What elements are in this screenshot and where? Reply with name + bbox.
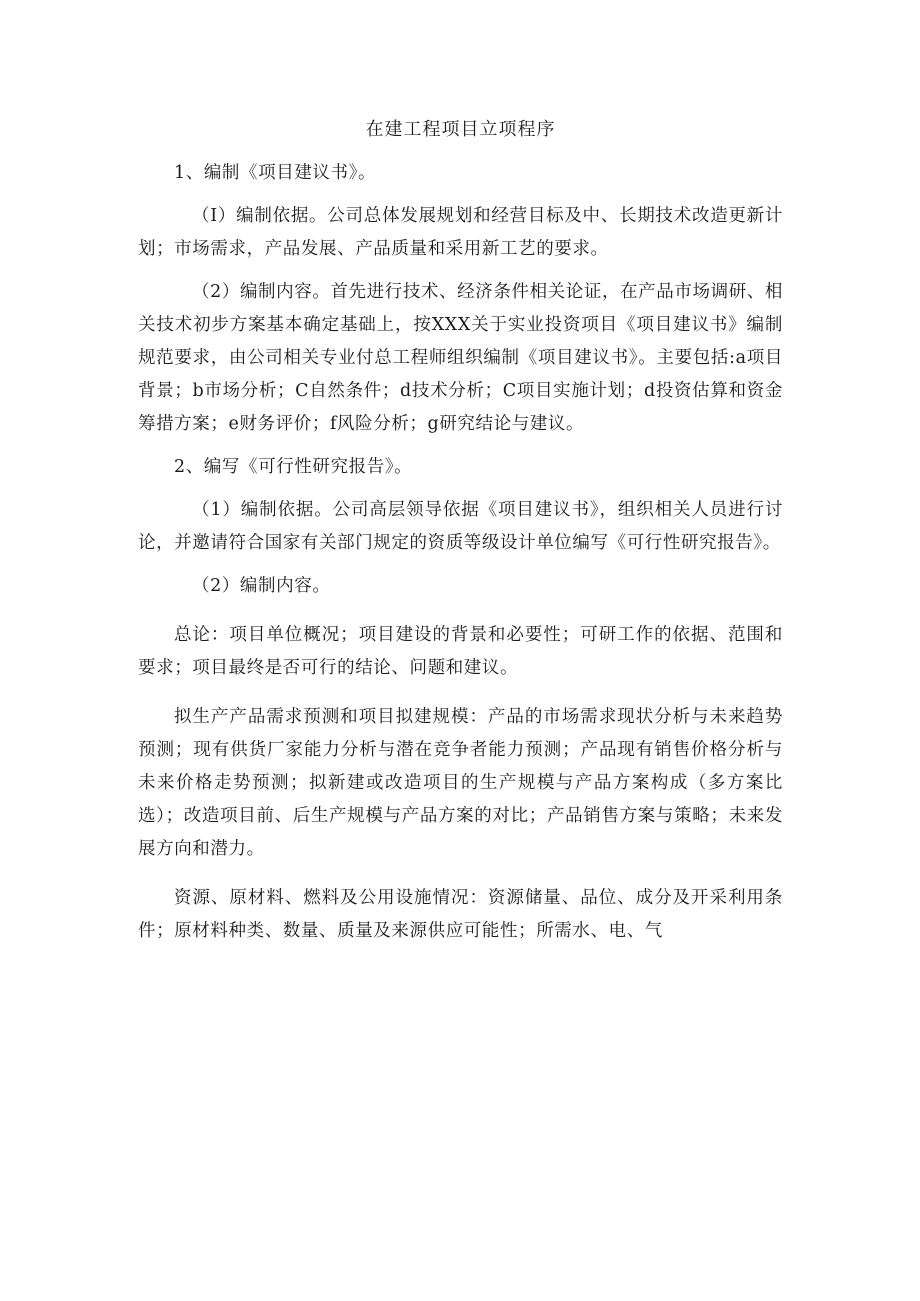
paragraph-2-1-basis: （1）编制依据。公司高层领导依据《项目建议书》，组织相关人员进行讨论，并邀请符合国家有关部门规定的资质等级设计单位编写《可行性研究报告》。 [138, 500, 783, 553]
paragraph-2-2-content: （2）编制内容。 [192, 576, 331, 596]
paragraph-1-2-content: （2）编制内容。首先进行技术、经济条件相关论证，在产品市场调研、相关技术初步方案基本确定基础上，按XXX关于实业投资项目《项目建议书》编制规范要求，由公司相关专业付总工程师组织编制《项目建议书》。主要包括:a项目背景；b市场分析；C自然条件；d技术分析；C项目实施计划；d投资估算和资金筹措方案；e财务评价；f风险分析；g研究结论与建议。 [138, 282, 783, 434]
section-heading-1: 1、编制《项目建议书》。 [174, 163, 377, 183]
document-page [138, 113, 783, 948]
paragraph-1-1-basis: （I）编制依据。公司总体发展规划和经营目标及中、长期技术改造更新计划；市场需求，产品发展、产品质量和采用新工艺的要求。 [138, 206, 783, 259]
document-title: 在建工程项目立项程序 [365, 119, 556, 140]
section-heading-2: 2、编写《可行性研究报告》。 [174, 457, 413, 477]
content-item-demand-forecast: 拟生产产品需求预测和项目拟建规模：产品的市场需求现状分析与未来趋势预测；现有供货厂家能力分析与潜在竞争者能力预测；产品现有销售价格分析与未来价格走势预测；拟新建或改造项目的生产规模与产品方案构成（多方案比选）；改造项目前、后生产规模与产品方案的对比；产品销售方案与策略；未来发展方向和潜力。 [138, 707, 783, 859]
content-item-general: 总论：项目单位概况；项目建设的背景和必要性；可研工作的依据、范围和要求；项目最终是否可行的结论、问题和建议。 [138, 625, 783, 678]
content-item-resources: 资源、原材料、燃料及公用设施情况：资源储量、品位、成分及开采利用条件；原材料种类、数量、质量及来源供应可能性；所需水、电、气 [138, 888, 783, 941]
